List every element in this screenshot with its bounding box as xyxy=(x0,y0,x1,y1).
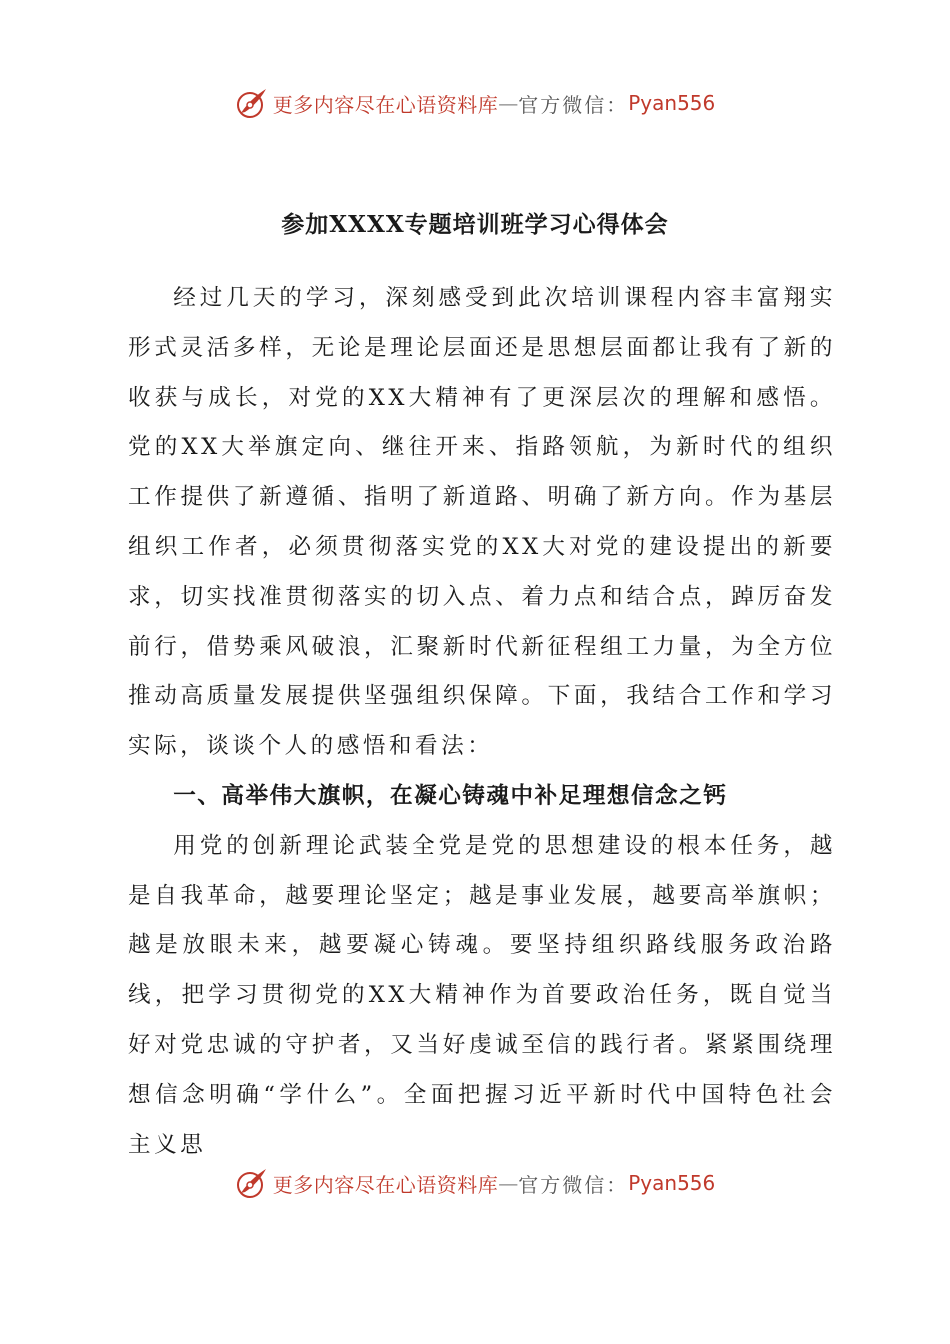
header-watermark-banner xyxy=(0,83,950,123)
banner-wechat-id: Pyan556 xyxy=(628,1171,716,1195)
banner-main-text: 更多内容尽在心语资料库 xyxy=(272,1172,499,1197)
document-body xyxy=(128,274,836,1170)
section-heading-1: 一、高举伟大旗帜，在凝心铸魂中补足理想信念之钙 xyxy=(173,782,728,809)
document-title: 参加XXXX专题培训班学习心得体会 xyxy=(281,211,669,238)
banner-separator: — xyxy=(498,91,519,115)
banner-main-text: 更多内容尽在心语资料库 xyxy=(272,92,499,117)
quill-logo-icon xyxy=(235,1166,269,1200)
paragraph-section-1: 用党的创新理论武装全党是党的思想建设的根本任务，越是自我革命，越要理论坚定；越是事业发展，越要高举旗帜；越是放眼未来，越要凝心铸魂。要坚持组织路线服务政治路线，把学习贯彻党的XX大精神作为首要政治任务，既自觉当好对党忠诚的守护者，又当好虔诚至信的践行者。紧紧围绕理想信念明确“学什么”。全面把握习近平新时代中国特色社会主义思 xyxy=(128,832,836,1158)
footer-watermark-banner xyxy=(0,1163,950,1203)
banner-separator: — xyxy=(498,1171,519,1195)
paragraph-intro: 经过几天的学习，深刻感受到此次培训课程内容丰富翔实形式灵活多样，无论是理论层面还是思想层面都让我有了新的收获与成长，对党的XX大精神有了更深层次的理解和感悟。党的XX大举旗定向、继往开来、指路领航，为新时代的组织工作提供了新遵循、指明了新道路、明确了新方向。作为基层组织工作者，必须贯彻落实党的XX大对党的建设提出的新要求，切实找准贯彻落实的切入点、着力点和结合点，踔厉奋发前行，借势乘风破浪，汇聚新时代新征程组工力量，为全方位推动高质量发展提供坚强组织保障。下面，我结合工作和学习实际，谈谈个人的感悟和看法： xyxy=(128,285,836,760)
banner-official-label: 官方微信： xyxy=(518,1172,629,1197)
quill-logo-icon xyxy=(235,86,269,120)
banner-wechat-id: Pyan556 xyxy=(628,91,716,115)
banner-official-label: 官方微信： xyxy=(518,92,629,117)
